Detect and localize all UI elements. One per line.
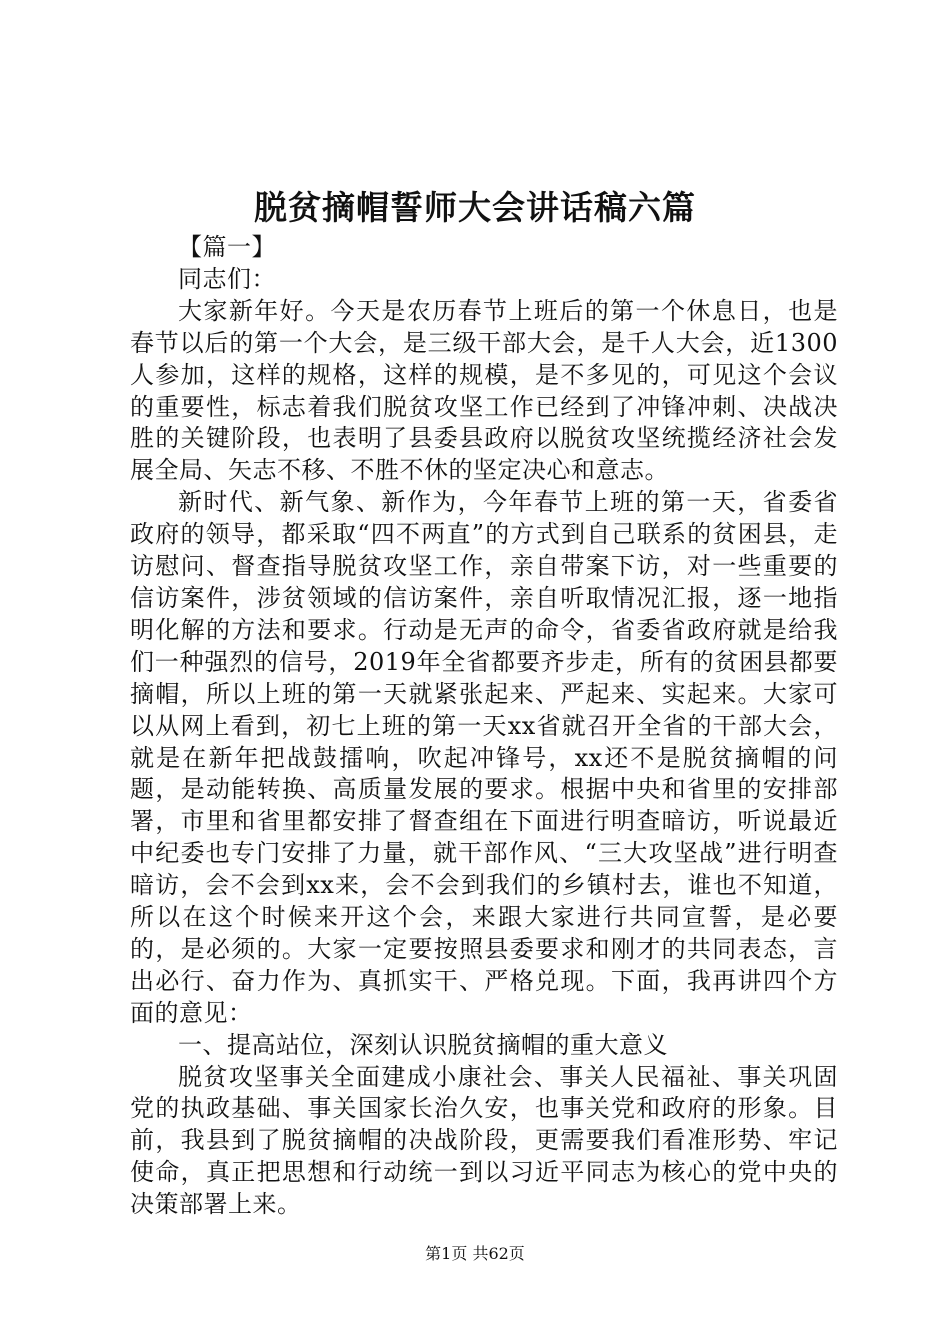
body-paragraph: 大家新年好。今天是农历春节上班后的第一个休息日，也是春节以后的第一个大会，是三级干部大会，是千人大会，近1300人参加，这样的规格，这样的规模，是不多见的，可见这个会议的重要性，标志着我们脱贫攻坚工作已经到了冲锋冲刺、决战决胜的关键阶段，也表明了县委县政府以脱贫攻坚统揽经济社会发展全局、矢志不移、不胜不休的坚定决心和意志。	[130, 296, 838, 485]
document-title: 脱贫摘帽誓师大会讲话稿六篇	[254, 188, 696, 227]
document-body	[130, 232, 838, 1221]
page-number: 第1页 共62页	[425, 1244, 525, 1263]
body-paragraph: 新时代、新气象、新作为，今年春节上班的第一天，省委省政府的领导，都采取“四不两直”的方式到自己联系的贫困县，走访慰问、督查指导脱贫攻坚工作，亲自带案下访，对一些重要的信访案件，涉贫领域的信访案件，亲自听取情况汇报，逐一地指明化解的方法和要求。行动是无声的命令，省委省政府就是给我们一种强烈的信号，2019年全省都要齐步走，所有的贫困县都要摘帽，所以上班的第一天就紧张起来、严起来、实起来。大家可以从网上看到，初七上班的第一天xx省就召开全省的干部大会，就是在新年把战鼓擂响，吹起冲锋号，xx还不是脱贫摘帽的问题，是动能转换、高质量发展的要求。根据中央和省里的安排部署，市里和省里都安排了督查组在下面进行明查暗访，听说最近中纪委也专门安排了力量，就干部作风、“三大攻坚战”进行明查暗访，会不会到xx来，会不会到我们的乡镇村去，谁也不知道，所以在这个时候来开这个会，来跟大家进行共同宣誓，是必要的，是必须的。大家一定要按照县委要求和刚才的共同表态，言出必行、奋力作为、真抓实干、严格兑现。下面，我再讲四个方面的意见：	[130, 488, 838, 1027]
salutation: 同志们：	[178, 264, 276, 293]
section-heading: 【篇一】	[178, 233, 276, 261]
subsection-heading: 一、提高站位，深刻认识脱贫摘帽的重大意义	[178, 1030, 668, 1059]
body-paragraph: 脱贫攻坚事关全面建成小康社会、事关人民福祉、事关巩固党的执政基础、事关国家长治久安，也事关党和政府的形象。目前，我县到了脱贫摘帽的决战阶段，更需要我们看准形势、牢记使命，真正把思想和行动统一到以习近平同志为核心的党中央的决策部署上来。	[130, 1062, 838, 1219]
